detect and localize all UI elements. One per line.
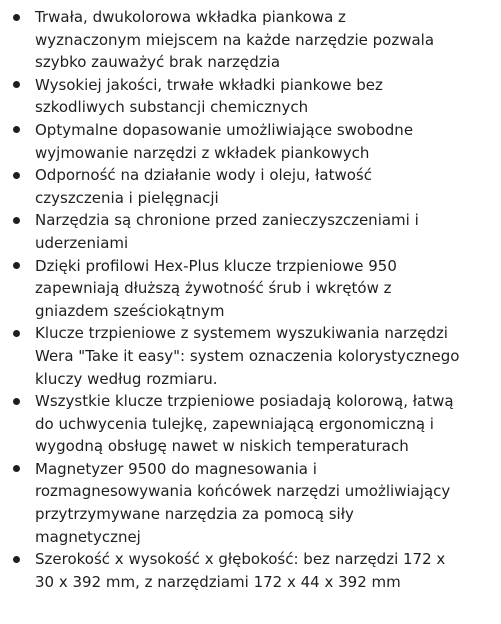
bullet-dot-icon (13, 465, 20, 472)
feature-list-item (0, 209, 501, 254)
feature-text: Odporność na działanie wody i oleju, łatwość czyszczenia i pielęgnacji (35, 166, 372, 207)
feature-list-item (0, 322, 501, 390)
bullet-dot-icon (13, 217, 20, 224)
feature-list-item (0, 390, 501, 458)
feature-list-item (0, 458, 501, 548)
feature-text: Optymalne dopasowanie umożliwiające swobodne wyjmowanie narzędzi z wkładek piankowych (35, 120, 414, 162)
feature-text: Wysokiej jakości, trwałe wkładki piankowe bez szkodliwych substancji chemicznych (35, 75, 383, 117)
feature-text: Narzędzia są chronione przed zanieczyszczeniami i uderzeniami (35, 211, 419, 252)
bullet-dot-icon (13, 262, 20, 269)
bullet-dot-icon (13, 398, 20, 405)
bullet-dot-icon (13, 556, 20, 563)
bullet-dot-icon (13, 14, 20, 21)
feature-list-item (0, 164, 501, 209)
feature-list-item (0, 119, 501, 164)
bullet-dot-icon (13, 126, 20, 133)
bullet-dot-icon (13, 172, 20, 179)
feature-text: Wszystkie klucze trzpieniowe posiadają kolorową, łatwą do uchwycenia tulejkę, zapewniającą ergonomiczną i wygodną obsługę nawet w niskich temperaturach (35, 392, 454, 456)
feature-list-item (0, 255, 501, 323)
feature-list-item (0, 6, 501, 74)
feature-text: Magnetyzer 9500 do magnesowania i rozmagnesowywania końcówek narzędzi umożliwiający przytrzymywane narzędzia za pomocą siły magnetycznej (35, 459, 451, 546)
feature-text: Szerokość x wysokość x głębokość: bez narzędzi 172 x 30 x 392 mm, z narzędziami 172 x 44 x 392 mm (35, 550, 446, 591)
feature-text: Dzięki profilowi Hex-Plus klucze trzpieniowe 950 zapewniają dłuższą żywotność śrub i wkrętów z gniazdem sześciokątnym (35, 256, 397, 320)
feature-list-item (0, 74, 501, 119)
feature-text: Trwała, dwukolorowa wkładka piankowa z wyznaczonym miejscem na każde narzędzie pozwala szybko zauważyć brak narzędzia (35, 8, 435, 72)
feature-text: Klucze trzpieniowe z systemem wyszukiwania narzędzi Wera "Take it easy": system oznaczenia kolorystycznego kluczy według rozmiaru. (35, 324, 460, 388)
bullet-dot-icon (13, 81, 20, 88)
bullet-dot-icon (13, 330, 20, 337)
feature-list-item (0, 548, 501, 593)
